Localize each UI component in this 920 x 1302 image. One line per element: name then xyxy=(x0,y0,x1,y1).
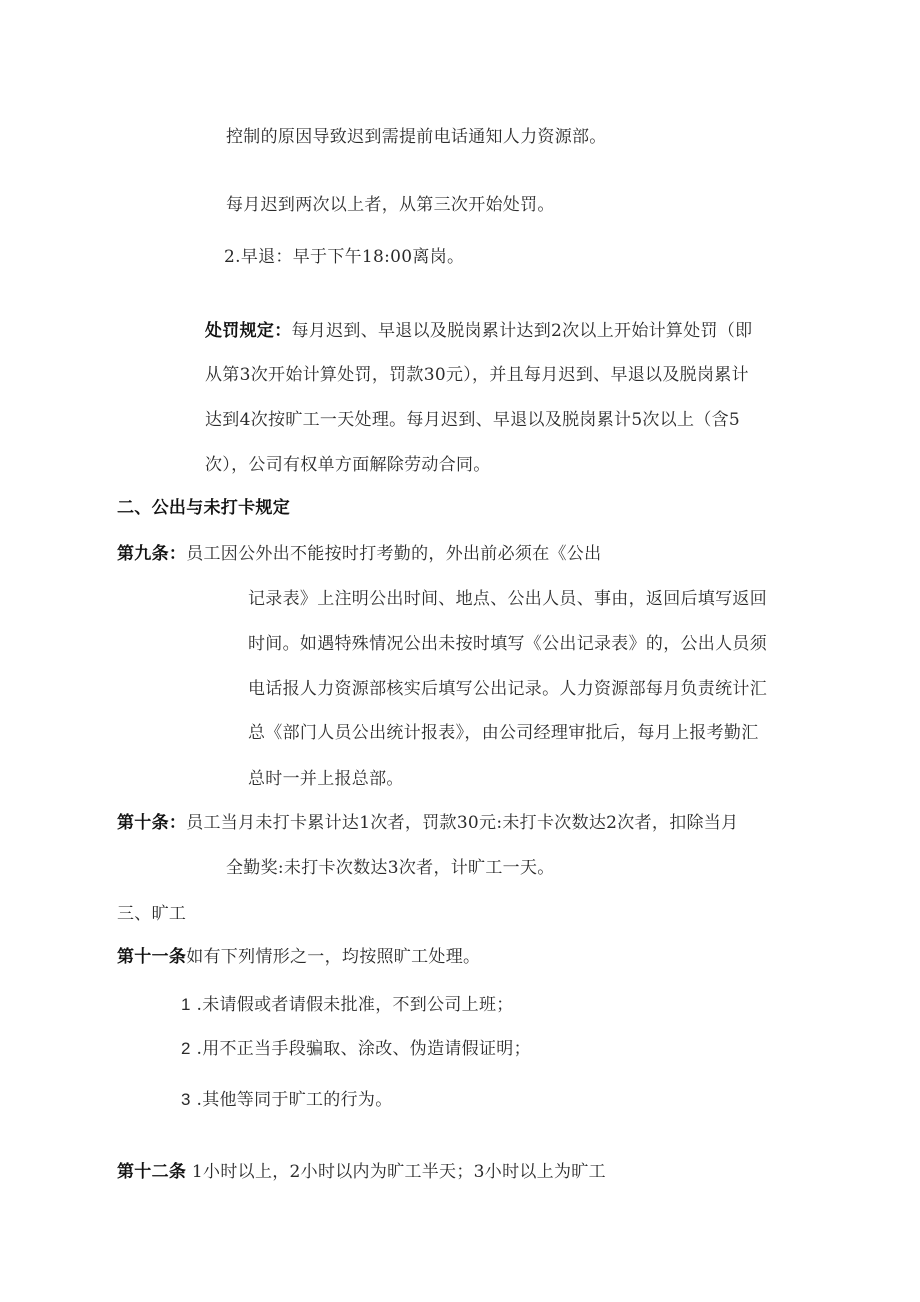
penalty-rule-line-1 xyxy=(205,320,752,342)
text-line-1: 控制的原因导致迟到需提前电话通知人力资源部。 xyxy=(226,127,607,147)
section-heading-2: 二、公出与未打卡规定 xyxy=(117,498,290,518)
penalty-rule-text: 每月迟到、早退以及脱岗累计达到2次以上开始计算处罚（即 xyxy=(291,321,753,341)
text-line-2: 每月迟到两次以上者，从第三次开始处罚。 xyxy=(226,195,555,215)
article-10-text: 员工当月未打卡累计达1次者，罚款30元:未打卡次数达2次者，扣除当月 xyxy=(186,813,739,833)
article-9-text: 员工因公外出不能按时打考勤的，外出前必须在《公出 xyxy=(186,544,602,564)
article-12-label: 第十二条 xyxy=(117,1162,187,1182)
article-9-line-3: 时间。如遇特殊情况公出未按时填写《公出记录表》的，公出人员须 xyxy=(248,634,767,654)
list-item-1 xyxy=(181,994,514,1016)
article-9-line-2: 记录表》上注明公出时间、地点、公出人员、事由，返回后填写返回 xyxy=(248,589,767,609)
article-12-text: 1小时以上，2小时以内为旷工半天；3小时以上为旷工 xyxy=(191,1162,606,1182)
article-9-line-4: 电话报人力资源部核实后填写公出记录。人力资源部每月负责统计汇 xyxy=(248,679,767,699)
list-item-3-text: .其他等同于旷工的行为。 xyxy=(196,1090,393,1110)
article-9-line-1 xyxy=(117,543,601,565)
penalty-rule-line-2: 从第3次开始计算处罚，罚款30元），并且每月迟到、早退以及脱岗累计 xyxy=(205,365,749,385)
article-11-text: 如有下列情形之一，均按照旷工处理。 xyxy=(186,947,481,967)
article-11-label: 第十一条 xyxy=(117,947,187,967)
penalty-rule-line-4: 次），公司有权单方面解除劳动合同。 xyxy=(205,455,491,475)
article-12-line xyxy=(117,1161,606,1183)
list-item-1-number: 1 xyxy=(181,995,191,1014)
list-item-2-text: .用不正当手段骗取、涂改、伪造请假证明； xyxy=(196,1039,531,1059)
early-leave-item: 2.早退：早于下午18:00离岗。 xyxy=(224,247,465,267)
list-item-1-text: .未请假或者请假未批准，不到公司上班； xyxy=(196,995,514,1015)
list-item-3 xyxy=(181,1089,393,1111)
article-10-label: 第十条： xyxy=(117,813,187,833)
article-9-line-6: 总时一并上报总部。 xyxy=(248,769,404,789)
penalty-rule-line-3: 达到4次按旷工一天处理。每月迟到、早退以及脱岗累计5次以上（含5 xyxy=(205,410,741,430)
list-item-3-number: 3 xyxy=(181,1090,191,1109)
penalty-rule-label: 处罚规定： xyxy=(205,321,292,341)
section-heading-3: 三、旷工 xyxy=(117,904,187,924)
article-10-line-1 xyxy=(117,812,738,834)
list-item-2 xyxy=(181,1038,531,1060)
article-9-label: 第九条： xyxy=(117,544,187,564)
article-10-line-2: 全勤奖:未打卡次数达3次者，计旷工一天。 xyxy=(226,858,555,878)
article-9-line-5: 总《部门人员公出统计报表》，由公司经理审批后，每月上报考勤汇 xyxy=(248,723,759,743)
article-11-line xyxy=(117,946,480,968)
list-item-2-number: 2 xyxy=(181,1039,191,1058)
